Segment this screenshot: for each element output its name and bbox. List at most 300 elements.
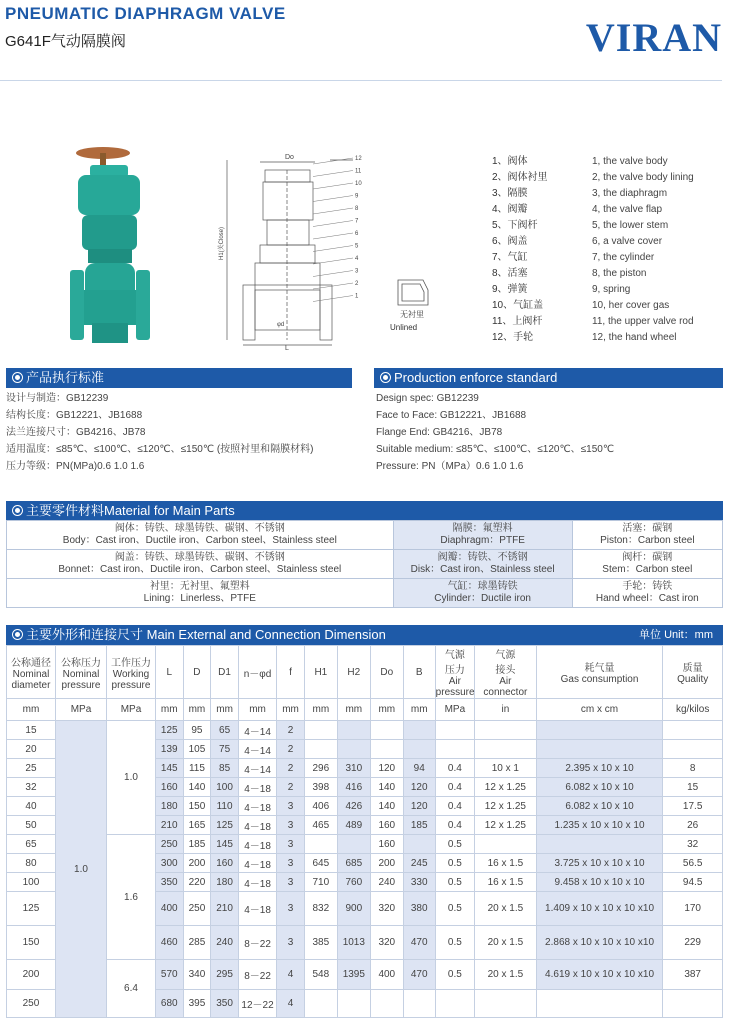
col-header-dn-line: Nominal (12, 668, 50, 680)
table-row (7, 521, 723, 550)
cell-n: 4－18 (238, 873, 276, 892)
cell-d1: 110 (211, 797, 239, 816)
cell-q: 26 (663, 816, 723, 835)
cell-d: 115 (183, 759, 211, 778)
material-cell (572, 521, 722, 550)
cell-h2 (337, 835, 370, 854)
cell-dn: 20 (7, 740, 56, 759)
cell-h1 (304, 721, 337, 740)
col-header-quality-line: 质量 (682, 663, 703, 674)
material-cn: 阀体：铸铁、球墨铸铁、碳钢、不锈钢 (114, 523, 285, 534)
cell-h1 (304, 990, 337, 1018)
cell-q: 387 (663, 960, 723, 990)
cell-f: 2 (277, 740, 305, 759)
cell-do (370, 740, 403, 759)
materials-table (6, 520, 723, 608)
drawing-do-label: Do (285, 154, 294, 161)
cell-b (403, 990, 435, 1018)
table-row (7, 550, 723, 579)
cell-h1: 832 (304, 892, 337, 926)
cell-b: 120 (403, 797, 435, 816)
col-header-l: L (155, 646, 183, 699)
cell-conn: 20 x 1.5 (475, 960, 537, 990)
part-item-cn: 9、弹簧 (492, 284, 528, 295)
cell-dn: 100 (7, 873, 56, 892)
col-header-wp (107, 646, 156, 699)
cell-h1: 385 (304, 926, 337, 960)
cell-l: 250 (155, 835, 183, 854)
cell-do: 240 (370, 873, 403, 892)
col-header-wp-line: pressure (111, 679, 151, 691)
drawing-callout: 5 (355, 243, 359, 250)
cell-h1: 398 (304, 778, 337, 797)
cell-air: 0.4 (435, 816, 474, 835)
bullet-icon (12, 629, 23, 640)
unit-cell: mm (304, 699, 337, 721)
cell-f: 3 (277, 926, 305, 960)
cell-d1: 100 (211, 778, 239, 797)
part-item-cn: 11、上阀杆 (492, 316, 543, 327)
material-en: Disk：Cast iron、Stainless steel (410, 564, 555, 575)
part-item-en: 10, her cover gas (592, 300, 670, 311)
material-en: Stem：Carbon steel (602, 564, 693, 575)
drawing-callout: 3 (355, 268, 359, 275)
cell-b: 470 (403, 960, 435, 990)
cell-d1: 85 (211, 759, 239, 778)
col-header-pn-line: pressure (61, 679, 101, 691)
cell-f: 2 (277, 778, 305, 797)
cell-do (370, 721, 403, 740)
cell-dn: 65 (7, 835, 56, 854)
cell-d: 285 (183, 926, 211, 960)
cell-gas: 1.235 x 10 x 10 x 10 (536, 816, 663, 835)
cell-d: 250 (183, 892, 211, 926)
part-item-en: 3, the diaphragm (592, 188, 668, 199)
cell-dn: 50 (7, 816, 56, 835)
standard-line: Flange End: GB4216、JB78 (376, 427, 503, 438)
part-item-cn: 8、活塞 (492, 268, 528, 279)
cell-n: 4－18 (238, 835, 276, 854)
part-item-cn: 3、隔膜 (492, 188, 528, 199)
cell-b: 120 (403, 778, 435, 797)
col-header-connector-line: 气源 (495, 650, 516, 661)
cell-f: 3 (277, 873, 305, 892)
cell-dn: 40 (7, 797, 56, 816)
cell-h1: 406 (304, 797, 337, 816)
cell-do: 120 (370, 759, 403, 778)
cell-n: 4－14 (238, 721, 276, 740)
col-header-gas-line: Gas consumption (560, 674, 639, 685)
unit-cell: mm (277, 699, 305, 721)
part-item-cn: 7、气缸 (492, 252, 528, 263)
cell-b: 330 (403, 873, 435, 892)
standard-line: 压力等级：PN(MPa)0.6 1.0 1.6 (6, 461, 145, 472)
cell-pn: 1.0 (55, 721, 106, 1018)
cell-d: 105 (183, 740, 211, 759)
page-subtitle: G641F气动隔膜阀 (5, 33, 126, 50)
material-cn: 衬里：无衬里、氟塑料 (149, 581, 250, 592)
cell-conn: 20 x 1.5 (475, 926, 537, 960)
cell-conn: 12 x 1.25 (475, 778, 537, 797)
part-item-cn: 12、手轮 (492, 332, 534, 343)
col-header-wp-line: Working (112, 668, 150, 680)
part-item-cn: 6、阀盖 (492, 236, 528, 247)
cell-wp: 1.6 (107, 835, 156, 960)
cell-do: 400 (370, 960, 403, 990)
cell-gas: 9.458 x 10 x 10 x 10 (536, 873, 663, 892)
table-row (7, 721, 723, 740)
cell-h2 (337, 990, 370, 1018)
drawing-l-label: L (285, 345, 289, 350)
cell-l: 300 (155, 854, 183, 873)
cell-gas (536, 990, 663, 1018)
col-header-pn-line: 公称压力 (60, 657, 101, 669)
col-header-dn-line: diameter (11, 679, 51, 691)
cell-air (435, 740, 474, 759)
standard-cn-title: 产品执行标准 (26, 370, 105, 385)
cell-do: 200 (370, 854, 403, 873)
bullet-icon (12, 505, 23, 516)
cell-h1: 465 (304, 816, 337, 835)
part-item-en: 2, the valve body lining (592, 172, 694, 183)
material-cell (393, 521, 572, 550)
cell-h2: 760 (337, 873, 370, 892)
cell-f: 2 (277, 721, 305, 740)
cell-f: 3 (277, 797, 305, 816)
cell-q: 56.5 (663, 854, 723, 873)
cell-b: 245 (403, 854, 435, 873)
unlined-en: Unlined (390, 323, 418, 332)
cell-q: 94.5 (663, 873, 723, 892)
cell-n: 4－14 (238, 759, 276, 778)
unit-cell: kg/kilos (663, 699, 723, 721)
standard-line: 设计与制造：GB12239 (6, 393, 109, 404)
cell-f: 3 (277, 892, 305, 926)
cell-conn: 16 x 1.5 (475, 854, 537, 873)
cell-q (663, 740, 723, 759)
material-cn: 隔膜：氟塑料 (452, 523, 513, 534)
col-header-d1: D1 (211, 646, 239, 699)
cell-b (403, 835, 435, 854)
cell-wp: 1.0 (107, 721, 156, 835)
cell-d: 220 (183, 873, 211, 892)
part-item-cn: 2、阀体衬里 (492, 172, 548, 183)
col-header-quality-line: Quality (677, 674, 709, 685)
cell-d: 150 (183, 797, 211, 816)
cell-d: 140 (183, 778, 211, 797)
col-header-air-line: 气源 (444, 650, 465, 661)
cell-d1: 65 (211, 721, 239, 740)
part-item-en: 11, the upper valve rod (592, 316, 694, 327)
unit-cell: mm (370, 699, 403, 721)
table-row (7, 960, 723, 990)
cell-l: 570 (155, 960, 183, 990)
cell-d1: 295 (211, 960, 239, 990)
col-header-gas-line: 耗气量 (584, 663, 615, 674)
material-cell (393, 579, 572, 608)
cell-n: 4－18 (238, 816, 276, 835)
table-row (7, 835, 723, 854)
unit-cell: cm x cm (536, 699, 663, 721)
cell-h1: 645 (304, 854, 337, 873)
cell-h2: 310 (337, 759, 370, 778)
cell-l: 680 (155, 990, 183, 1018)
cell-d: 165 (183, 816, 211, 835)
material-cn: 手轮：铸铁 (622, 581, 673, 592)
part-item-en: 4, the valve flap (592, 204, 663, 215)
cell-d1: 350 (211, 990, 239, 1018)
cell-n: 4－18 (238, 778, 276, 797)
material-cn: 阀瓣：铸铁、不锈钢 (437, 552, 528, 563)
standard-cn-lines (6, 390, 314, 475)
col-header-h2: H2 (337, 646, 370, 699)
cell-conn: 12 x 1.25 (475, 816, 537, 835)
cell-dn: 200 (7, 960, 56, 990)
cell-air: 0.4 (435, 797, 474, 816)
part-item-en: 5, the lower stem (592, 220, 669, 231)
cell-l: 125 (155, 721, 183, 740)
drawing-callout: 12 (355, 156, 362, 162)
cell-gas: 4.619 x 10 x 10 x 10 x10 (536, 960, 663, 990)
standard-line: Design spec: GB12239 (376, 393, 479, 404)
cell-f: 3 (277, 854, 305, 873)
col-header-h1: H1 (304, 646, 337, 699)
unit-cell: mm (211, 699, 239, 721)
cell-do: 160 (370, 835, 403, 854)
standard-line: Face to Face: GB12221、JB1688 (376, 410, 527, 421)
drawing-callout: 4 (355, 256, 359, 262)
col-header-dn (7, 646, 56, 699)
cell-b (403, 740, 435, 759)
col-header-connector (475, 646, 537, 699)
cell-dn: 25 (7, 759, 56, 778)
cell-q: 170 (663, 892, 723, 926)
valve-drawing (205, 150, 375, 350)
col-header-air-line: pressure (435, 687, 475, 698)
cell-b: 185 (403, 816, 435, 835)
col-header-air-line: Air (448, 676, 461, 687)
cell-d: 185 (183, 835, 211, 854)
material-en: Diaphragm：PTFE (440, 535, 525, 546)
col-header-connector-line: Air (499, 676, 512, 687)
cell-h1: 548 (304, 960, 337, 990)
cell-conn: 10 x 1 (475, 759, 537, 778)
col-header-b: B (403, 646, 435, 699)
unit-cell: mm (155, 699, 183, 721)
col-header-pn (55, 646, 106, 699)
cell-h1 (304, 835, 337, 854)
drawing-h1-label: H1(关Close) (219, 226, 225, 260)
part-item-en: 8, the piston (592, 268, 647, 279)
cell-q: 15 (663, 778, 723, 797)
drawing-callout: 10 (355, 181, 362, 187)
unit-cell: in (475, 699, 537, 721)
cell-do: 140 (370, 797, 403, 816)
drawing-callout: 11 (355, 168, 362, 175)
cell-conn: 12 x 1.25 (475, 797, 537, 816)
col-header-air (435, 646, 474, 699)
page-title: PNEUMATIC DIAPHRAGM VALVE (5, 4, 286, 23)
standard-cn-header (6, 368, 352, 388)
material-en: Cylinder：Ductile iron (434, 593, 531, 604)
cell-d: 340 (183, 960, 211, 990)
cell-q (663, 990, 723, 1018)
cell-n: 4－18 (238, 854, 276, 873)
col-header-d: D (183, 646, 211, 699)
cell-h1 (304, 740, 337, 759)
material-en: Hand wheel：Cast iron (595, 593, 699, 604)
col-header-gas (536, 646, 663, 699)
cell-conn: 20 x 1.5 (475, 892, 537, 926)
col-header-do: Do (370, 646, 403, 699)
cell-d1: 75 (211, 740, 239, 759)
cell-air: 0.5 (435, 854, 474, 873)
cell-do (370, 990, 403, 1018)
drawing-phi-label: φd (277, 322, 285, 328)
unit-cell: mm (337, 699, 370, 721)
col-header-wp-line: 工作压力 (110, 657, 151, 669)
cell-d1: 160 (211, 854, 239, 873)
drawing-callout: 1 (355, 293, 359, 300)
cell-dn: 250 (7, 990, 56, 1018)
col-header-f: f (277, 646, 305, 699)
part-item-en: 12, the hand wheel (592, 332, 677, 343)
cell-d: 395 (183, 990, 211, 1018)
col-header-air-line: 压力 (444, 665, 465, 676)
cell-f: 4 (277, 960, 305, 990)
cell-l: 180 (155, 797, 183, 816)
materials-header (6, 501, 723, 521)
cell-b: 470 (403, 926, 435, 960)
cell-h1: 296 (304, 759, 337, 778)
cell-gas (536, 835, 663, 854)
cell-b: 380 (403, 892, 435, 926)
material-cn: 活塞：碳钢 (622, 523, 673, 534)
cell-h2 (337, 721, 370, 740)
cell-h2: 489 (337, 816, 370, 835)
material-en: Bonnet：Cast iron、Ductile iron、Carbon steel、Stainless steel (58, 564, 342, 575)
material-en: Body：Cast iron、Ductile iron、Carbon steel、Stainless steel (62, 535, 337, 546)
part-item-en: 7, the cylinder (592, 252, 655, 263)
unit-cell: mm (403, 699, 435, 721)
cell-h1: 710 (304, 873, 337, 892)
cell-n: 8－22 (238, 926, 276, 960)
cell-wp: 6.4 (107, 960, 156, 1018)
dimensions-title: 主要外形和连接尺寸 Main External and Connection Dimension (26, 627, 386, 642)
parts-list-en (592, 154, 694, 346)
cell-q: 32 (663, 835, 723, 854)
dimensions-table (6, 645, 723, 1018)
cell-d1: 180 (211, 873, 239, 892)
standard-line: Suitable medium: ≤85℃、≤100℃、≤120℃、≤150℃ (376, 444, 615, 455)
cell-n: 4－14 (238, 740, 276, 759)
dimensions-header (6, 625, 723, 645)
units-row (7, 699, 723, 721)
cell-dn: 125 (7, 892, 56, 926)
drawing-callout: 7 (355, 218, 359, 225)
cell-do: 140 (370, 778, 403, 797)
header-row (7, 646, 723, 699)
col-header-nphi: n－φd (238, 646, 276, 699)
material-cell (7, 521, 394, 550)
cell-l: 210 (155, 816, 183, 835)
cell-gas: 2.395 x 10 x 10 (536, 759, 663, 778)
col-header-connector-line: connector (483, 687, 528, 698)
material-cell (393, 550, 572, 579)
cell-q: 8 (663, 759, 723, 778)
cell-b (403, 721, 435, 740)
material-cn: 气缸：球墨铸铁 (447, 581, 518, 592)
unit-cell: MPa (107, 699, 156, 721)
cell-dn: 15 (7, 721, 56, 740)
cell-n: 12－22 (238, 990, 276, 1018)
cell-gas: 6.082 x 10 x 10 (536, 797, 663, 816)
cell-f: 4 (277, 990, 305, 1018)
cell-h2: 685 (337, 854, 370, 873)
cell-air: 0.5 (435, 892, 474, 926)
material-en: Piston：Carbon steel (600, 535, 695, 546)
cell-air: 0.5 (435, 835, 474, 854)
cell-air (435, 990, 474, 1018)
part-item-en: 6, a valve cover (592, 236, 663, 247)
cell-l: 400 (155, 892, 183, 926)
cell-air: 0.4 (435, 778, 474, 797)
unit-cell: MPa (55, 699, 106, 721)
drawing-callout: 6 (355, 231, 359, 237)
brand-logo: VIRAN (585, 15, 722, 60)
cell-q: 17.5 (663, 797, 723, 816)
cell-dn: 150 (7, 926, 56, 960)
part-item-cn: 4、阀瓣 (492, 204, 528, 215)
cell-air: 0.5 (435, 926, 474, 960)
cell-air: 0.4 (435, 759, 474, 778)
cell-f: 3 (277, 816, 305, 835)
header-divider (0, 80, 722, 81)
part-item-cn: 10、气缸盖 (492, 300, 544, 311)
cell-d: 200 (183, 854, 211, 873)
cell-conn (475, 835, 537, 854)
bullet-icon (380, 372, 391, 383)
material-cn: 阀盖：铸铁、球墨铸铁、碳钢、不锈钢 (114, 552, 285, 563)
cell-h2: 1395 (337, 960, 370, 990)
valve-photo (70, 145, 170, 350)
cell-h2 (337, 740, 370, 759)
drawing-callout: 2 (355, 281, 359, 287)
col-header-dn-line: 公称通径 (10, 657, 51, 669)
cell-h2: 416 (337, 778, 370, 797)
drawing-callout: 8 (355, 206, 359, 212)
part-item-cn: 5、下阀杆 (492, 220, 538, 231)
cell-n: 8－22 (238, 960, 276, 990)
cell-gas: 3.725 x 10 x 10 x 10 (536, 854, 663, 873)
part-item-en: 1, the valve body (592, 156, 668, 167)
cell-d1: 240 (211, 926, 239, 960)
cell-n: 4－18 (238, 892, 276, 926)
col-header-quality (663, 646, 723, 699)
standard-en-lines (376, 390, 614, 475)
part-item-cn: 1、阀体 (492, 156, 528, 167)
cell-air: 0.5 (435, 873, 474, 892)
cell-h2: 1013 (337, 926, 370, 960)
bullet-icon (12, 372, 23, 383)
cell-conn (475, 740, 537, 759)
standard-line: Pressure: PN（MPa）0.6 1.0 1.6 (376, 461, 524, 472)
unit-cell: MPa (435, 699, 474, 721)
material-cell (572, 550, 722, 579)
standard-line: 法兰连接尺寸：GB4216、JB78 (6, 427, 146, 438)
unit-cell: mm (238, 699, 276, 721)
cell-d: 95 (183, 721, 211, 740)
